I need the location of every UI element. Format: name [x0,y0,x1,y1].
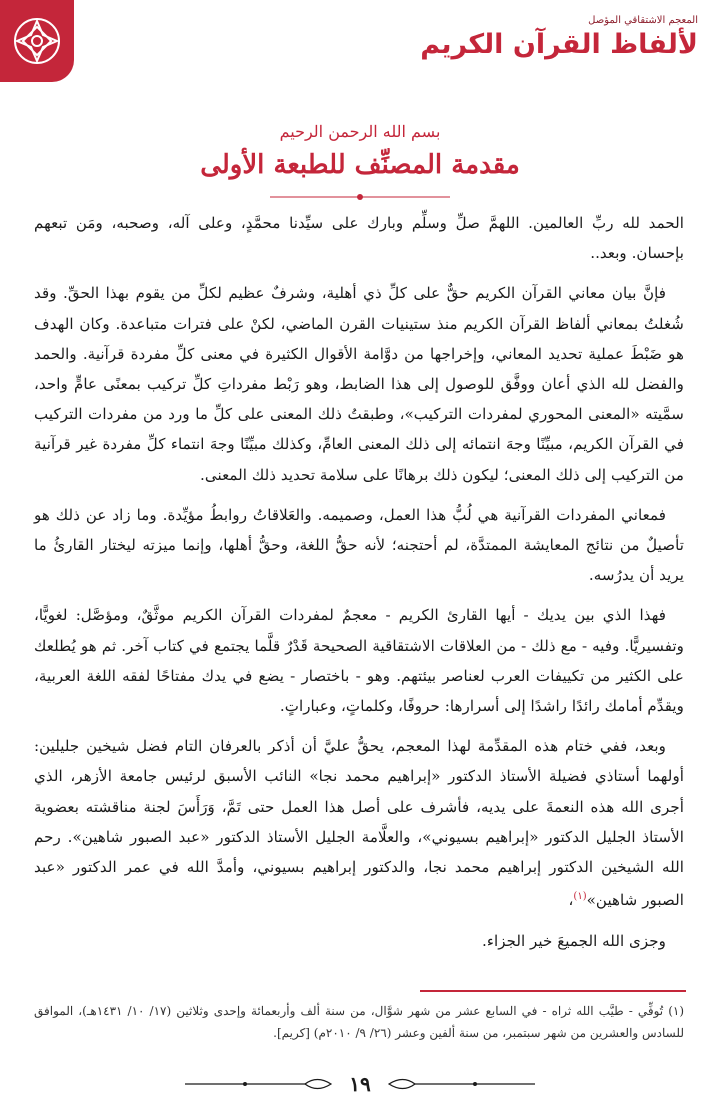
page-number-ornament-icon [185,1075,335,1093]
paragraph: وجزى الله الجميعَ خير الجزاء. [482,931,666,950]
header-main-title: لألفاظ القرآن الكريم [420,29,698,60]
paragraph-text: وبعد، ففي ختام هذه المقدِّمة لهذا المعجم، يحقُّ عليَّ أن أذكر بالعرفان التام فضل شيخين جليلين: أولهما أستاذي فضيلة الأستاذ الدكتور «إبراهيم محمد نجا» النائب الأسبق لرئيس جامعة الأزهر، الذي أجرى الله هذه النعمةَ على يديه، فأشرف على أصل هذا العمل حتى تَمَّ، وَرَأَسَ لجنة مناقشته بعضوية الأستاذ الجليل الدكتور «إبراهيم بسيوني»، والعلَّامة الجليل الأستاذ الدكتور «عبد الصبور شاهين». رحم الله الشيخين الدكتور إبراهيم محمد نجا، والدكتور إبراهيم بسيوني، وأمدَّ الله في عمر الدكتور «عبد الصبور شاهين» [34,737,684,910]
page-number: ١٩ [349,1072,371,1096]
page-footer [0,1072,720,1096]
title-ornament [0,192,720,202]
page-number-ornament-icon [385,1075,535,1093]
paragraph: الحمد لله ربِّ العالمين. اللهمَّ صلِّ وسلِّم وبارك على سيِّدنا محمَّدٍ، وعلى آله، وصحبه، ومَن تبعهم بإحسان. وبعد.. [34,214,684,263]
header-title [420,14,698,62]
basmala: بسم الله الرحمن الرحيم [279,122,441,141]
footnote-divider [420,990,686,992]
geometric-star-ornament-icon [10,14,64,68]
paragraph: فمعاني المفردات القرآنية هي لُبُّ هذا العمل، وصميمه. والعَلاقاتُ روابطُ مؤيِّدة. وما زاد عن ذلك هو تأصيلٌ من نتائج المعايشة الممتدَّة، لم أحتجنه؛ لأنه حقُّ اللغة، وحقُّ أهلها، وإنما ميزته ليختار القارئُ ما يريد أن يدرُسه. [34,505,684,585]
main-text [34,208,684,966]
paragraph: فهذا الذي بين يديك - أيها القارئ الكريم - معجمٌ لمفردات القرآن الكريم موثَّقٌ، ومؤصَّل: لغويًّا، وتفسيريًّا. وفيه - مع ذلك - من العلاقات الاشتقاقية الصحيحة قَدْرٌ قلَّما يجتمع في كتاب آخر. ثم هو يُطلعك على الكثير من تكييفات العرب لعناصر بيئتهم. وهو - باختصار - يضع في يدك مفتاحًا لفقه اللغة العربية، ويقدِّم أمامك رائدًا راشدًا إلى أسرارها: حروفًا، وكلماتٍ، وعباراتٍ. [34,606,684,716]
header-ornament [0,0,74,82]
header-subtitle: المعجم الاشتقاقي المؤصل [588,15,698,26]
paragraph: فإنَّ بيان معاني القرآن الكريم حقٌّ على كلِّ ذي أهلية، وشرفٌ عظيم لكلِّ من يقوم بهذا الحقِّ. وقد شُغلتُ بمعاني ألفاظ القرآن الكريم منذ ستينيات القرن الماضي، لكنْ على فترات متباعدة. وكان الهدف هو ضَبْطَ عملية تحديد المعاني، وإخراجها من دوَّامة الأقوال الكثيرة في معنى كلِّ مفردة قرآنية. والحمد والفضل لله الذي أعان ووفَّق للوصول إلى هذا الضابط، وهو رَبْط مفرداتِ كلِّ تركيب بمعنًى عامٍّ واحد، سمَّيته «المعنى المحوري لمفردات التركيب»، وطبقتُ ذلك المعنى على كلِّ ما ورد من مفردات التركيب في القرآن الكريم، مبيِّنًا وجهَ انتمائه إلى ذلك المعنى العامِّ، وكذلك مبيِّنًا وجهَ انتماء كلِّ مفردة غير قرآنية من التركيب إلى ذلك المعنى؛ ليكون ذلك برهانًا على سلامة تحديد ذلك المعنى. [34,284,684,484]
paragraph: وبعد، ففي ختام هذه المقدِّمة لهذا المعجم، يحقُّ عليَّ أن أذكر بالعرفان التام فضل شيخين جليلين: أولهما أستاذي فضيلة الأستاذ الدكتور «إبراهيم محمد نجا» النائب الأسبق لرئيس جامعة الأزهر، الذي أجرى الله هذه النعمةَ على يديه، فأشرف على أصل هذا العمل حتى تَمَّ، وَرَأَسَ لجنة مناقشته بعضوية الأستاذ الجليل الدكتور «إبراهيم بسيوني»، والعلَّامة الجليل الأستاذ الدكتور «عبد الصبور شاهين». رحم الله الشيخين الدكتور إبراهيم محمد نجا، والدكتور إبراهيم بسيوني، وأمدَّ الله في عمر الدكتور «عبد الصبور شاهين»$^{(١)}$، [34,737,684,910]
page-title: مقدمة المصنِّف للطبعة الأولى [200,150,520,180]
footnote-marker[interactable]: (١) [573,891,587,903]
title-ornament-icon [260,192,460,202]
footnote: (١) تُوفِّي - طيَّب الله ثراه - في السابع عشر من شهر شوَّال، من سنة ألف وأربعمائة وإحدى وثلاثين (١٧/ ١٠/ ١٤٣١هـ)، الموافق للسادس والعشرين من شهر سبتمبر، من سنة ألفين وعشر (٢٦/ ٩/ ٢٠١٠م) [كريم]. [34,1004,685,1040]
